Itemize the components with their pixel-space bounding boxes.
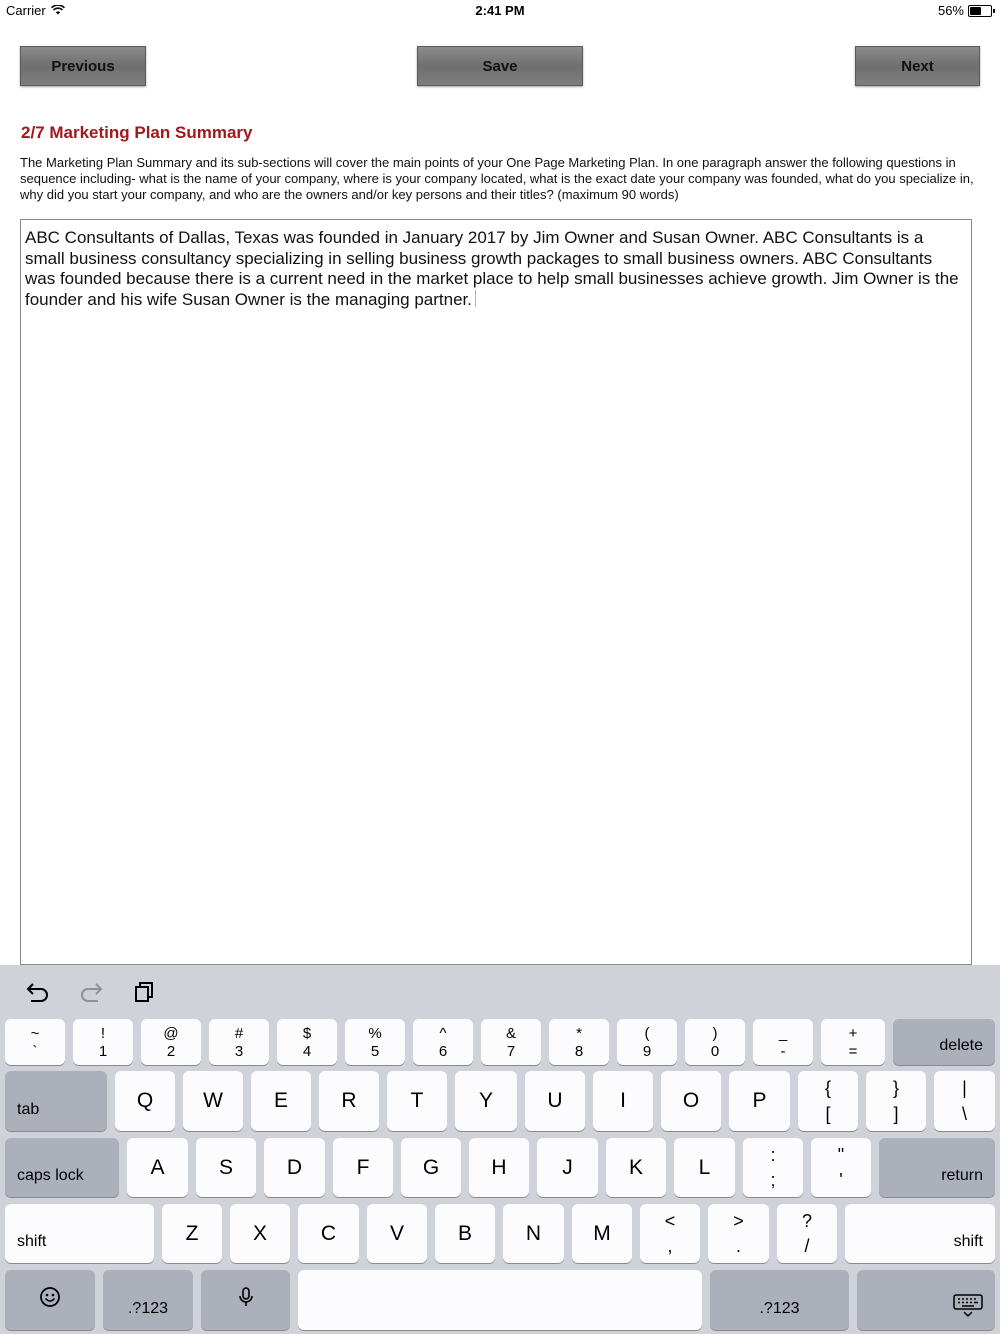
next-button[interactable]: Next <box>855 46 980 86</box>
key-6[interactable]: ^ 6 <box>413 1019 473 1065</box>
key-backtick[interactable]: ~ ` <box>5 1019 65 1065</box>
key-2[interactable]: @ 2 <box>141 1019 201 1065</box>
key-left-bracket[interactable]: { [ <box>798 1071 858 1131</box>
key-o[interactable]: O <box>661 1071 721 1131</box>
key-g[interactable]: G <box>401 1138 461 1197</box>
section-title: 2/7 Marketing Plan Summary <box>21 123 253 142</box>
key-n[interactable]: N <box>503 1204 564 1263</box>
status-time: 2:41 PM <box>475 3 525 18</box>
key-d[interactable]: D <box>264 1138 325 1197</box>
key-v[interactable]: V <box>367 1204 427 1263</box>
microphone-icon <box>238 1286 254 1314</box>
key-w[interactable]: W <box>183 1071 243 1131</box>
key-minus[interactable]: _ - <box>753 1019 813 1065</box>
shift-left-key[interactable]: shift <box>5 1204 154 1263</box>
key-c[interactable]: C <box>298 1204 359 1263</box>
numbers-key-right[interactable]: .?123 <box>710 1270 849 1330</box>
paste-icon[interactable] <box>130 978 158 1006</box>
numbers-key-left[interactable]: .?123 <box>103 1270 193 1330</box>
key-5[interactable]: % 5 <box>345 1019 405 1065</box>
key-z[interactable]: Z <box>162 1204 222 1263</box>
hide-keyboard-key[interactable] <box>857 1270 995 1330</box>
key-b[interactable]: B <box>435 1204 495 1263</box>
key-quote[interactable]: " ' <box>811 1138 871 1197</box>
key-k[interactable]: K <box>606 1138 666 1197</box>
key-1[interactable]: ! 1 <box>73 1019 133 1065</box>
battery-percent: 56% <box>937 3 964 18</box>
answer-textarea[interactable] <box>20 219 972 965</box>
key-m[interactable]: M <box>572 1204 632 1263</box>
battery-fill <box>970 7 981 15</box>
key-y[interactable]: Y <box>455 1071 517 1131</box>
return-key[interactable]: return <box>879 1138 995 1197</box>
key-right-bracket[interactable]: } ] <box>866 1071 926 1131</box>
key-u[interactable]: U <box>525 1071 585 1131</box>
key-backslash[interactable]: | \ <box>934 1071 995 1131</box>
key-equals[interactable]: + = <box>821 1019 885 1065</box>
answer-text: ABC Consultants of Dallas, Texas was founded in January 2017 by Jim Owner and Susan Owner. ABC Consultants is a small business consultancy specializing in selling business growth packages to small business owners. ABC Consultants was founded because there is a current need in the market place to help small businesses achieve growth. Jim Owner is the founder and his wife Susan Owner is the managing partner. <box>25 228 959 309</box>
emoji-icon <box>39 1286 61 1314</box>
key-f[interactable]: F <box>333 1138 393 1197</box>
key-x[interactable]: X <box>230 1204 290 1263</box>
hide-keyboard-icon <box>953 1294 983 1324</box>
text-caret <box>475 290 476 307</box>
section-instructions: The Marketing Plan Summary and its sub-sections will cover the main points of your One Page Marketing Plan. In one paragraph answer the following questions in sequence including- what is the name of your company, where is your company located, what is the exact date your company was founded, what do you specialize in, why did you start your company, and who are the owners and/or key persons and their titles? (maximum 90 words) <box>20 155 974 202</box>
key-t[interactable]: T <box>387 1071 447 1131</box>
key-q[interactable]: Q <box>115 1071 175 1131</box>
key-8[interactable]: * 8 <box>549 1019 609 1065</box>
key-0[interactable]: ) 0 <box>685 1019 745 1065</box>
space-bar[interactable] <box>298 1270 702 1330</box>
key-i[interactable]: I <box>593 1071 653 1131</box>
key-j[interactable]: J <box>537 1138 598 1197</box>
onscreen-keyboard <box>0 965 1000 1334</box>
status-right <box>938 3 992 18</box>
key-h[interactable]: H <box>469 1138 529 1197</box>
key-comma[interactable]: < , <box>640 1204 700 1263</box>
key-l[interactable]: L <box>674 1138 735 1197</box>
key-slash[interactable]: ? / <box>777 1204 837 1263</box>
key-semicolon[interactable]: : ; <box>743 1138 803 1197</box>
battery-icon <box>968 5 992 17</box>
key-e[interactable]: E <box>251 1071 311 1131</box>
key-7[interactable]: & 7 <box>481 1019 541 1065</box>
key-r[interactable]: R <box>319 1071 379 1131</box>
dictation-key[interactable] <box>201 1270 290 1330</box>
carrier-label: Carrier <box>6 3 46 18</box>
keyboard-shortcut-bar <box>0 965 1000 1017</box>
delete-key[interactable]: delete <box>893 1019 995 1065</box>
shift-right-key[interactable]: shift <box>845 1204 995 1263</box>
key-9[interactable]: ( 9 <box>617 1019 677 1065</box>
key-s[interactable]: S <box>196 1138 256 1197</box>
tab-key[interactable]: tab <box>5 1071 107 1131</box>
key-period[interactable]: > . <box>708 1204 769 1263</box>
undo-icon[interactable] <box>24 978 52 1006</box>
status-bar <box>0 0 1000 22</box>
emoji-key[interactable] <box>5 1270 95 1330</box>
key-a[interactable]: A <box>127 1138 188 1197</box>
redo-icon[interactable] <box>77 978 105 1006</box>
key-p[interactable]: P <box>729 1071 790 1131</box>
previous-button[interactable]: Previous <box>20 46 146 86</box>
key-4[interactable]: $ 4 <box>277 1019 337 1065</box>
save-button[interactable]: Save <box>417 46 583 86</box>
caps-lock-key[interactable]: caps lock <box>5 1138 119 1197</box>
key-3[interactable]: # 3 <box>209 1019 269 1065</box>
